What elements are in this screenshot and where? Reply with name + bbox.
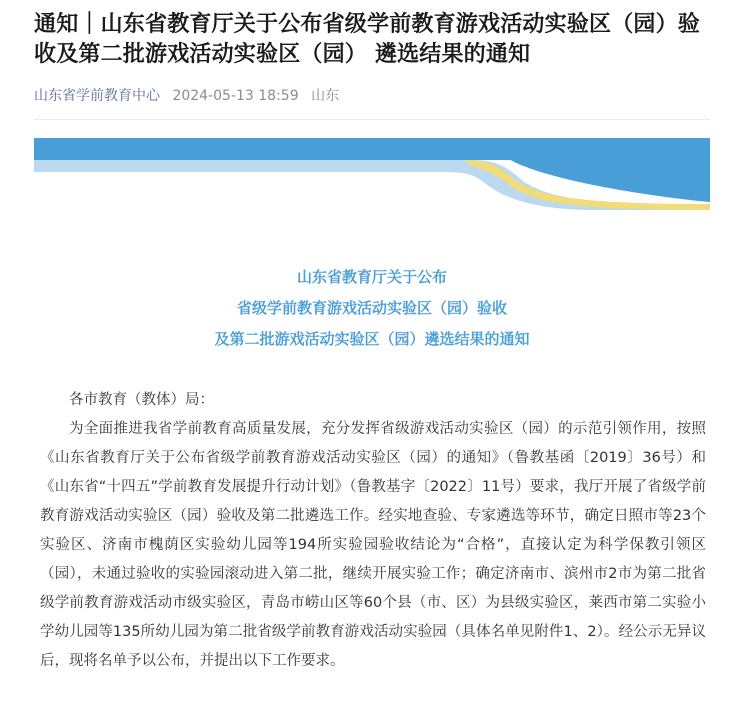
notice-heading-line: 山东省教育厅关于公布 [296,268,447,286]
header-banner [34,138,710,210]
article-meta [34,86,347,106]
publish-location: 山东 [311,88,340,104]
salutation: 各市教育（教体）局： [69,392,214,408]
publish-datetime: 2024-05-13 18:59 [172,88,299,104]
article-title: 通知｜山东省教育厅关于公布省级学前教育游戏活动实验区（园）验收及第二批游戏活动实验区（园） 遴选结果的通知 [34,12,701,67]
notice-body [40,386,706,676]
notice-heading-line: 及第二批游戏活动实验区（园）遴选结果的通知 [214,330,530,348]
account-name-link[interactable]: 山东省学前教育中心 [34,88,160,104]
notice-heading-line: 省级学前教育游戏活动实验区（园）验收 [236,299,507,317]
notice-heading [34,262,710,355]
body-paragraph: 为全面推进我省学前教育高质量发展，充分发挥省级游戏活动实验区（园）的示范引领作用，按照《山东省教育厅关于公布省级学前教育游戏活动实验区（园）的通知》（鲁教基函〔2019〕36号）和《山东省“十四五”学前教育发展提升行动计划》（鲁教基字〔2022〕11号）要求，我厅开展了省级学前教育游戏活动实验区（园）验收及第二批遴选工作。经实地查验、专家遴选等环节，确定日照市等23个实验区、济南市槐荫区实验幼儿园等194所实验园验收结论为“合格”，直接认定为科学保教引领区（园），未通过验收的实验园滚动进入第二批，继续开展实验工作；确定济南市、滨州市2市为第二批省级学前教育游戏活动市级实验区，青岛市崂山区等60个县（市、区）为县级实验区，莱西市第二实验小学幼儿园等135所幼儿园为第二批省级学前教育游戏活动实验园（具体名单见附件1、2）。经公示无异议后，现将名单予以公布，并提出以下工作要求。 [40,421,706,669]
divider [34,119,710,120]
